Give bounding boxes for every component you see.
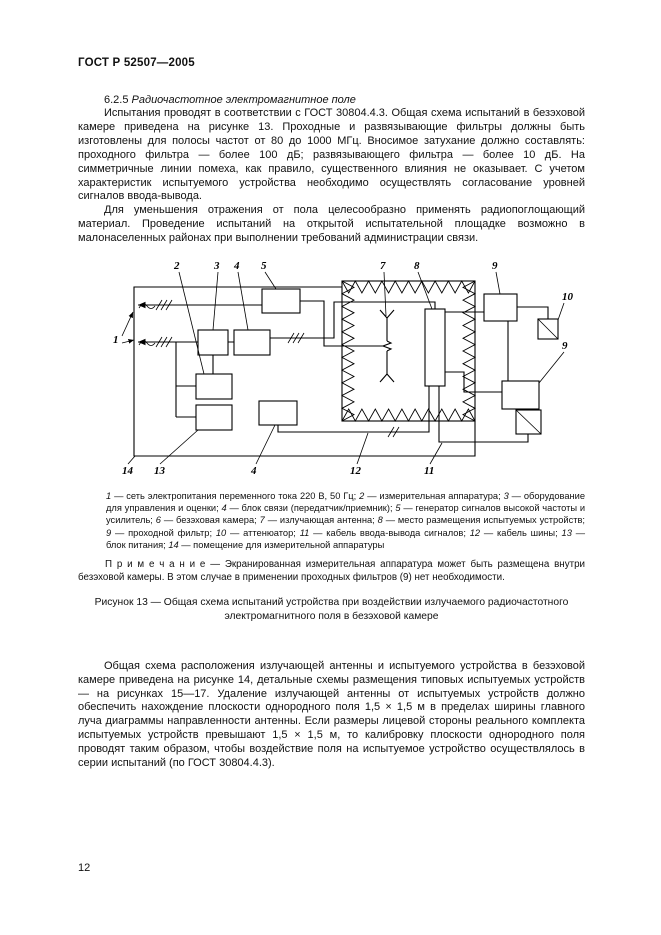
- legend-item: 4 — блок связи (передатчик/приемник);: [221, 503, 393, 514]
- callout-9-right: 9: [562, 339, 568, 352]
- legend-item: 12 — кабель шины;: [469, 527, 558, 538]
- callout-9-top: 9: [492, 259, 498, 272]
- measuring-room-outline: [134, 287, 475, 456]
- legend-item: 1 — сеть электропитания переменного тока 220 В, 50 Гц;: [106, 490, 357, 501]
- comms-unit-2-box: [259, 401, 297, 425]
- callout-13: 13: [154, 464, 165, 477]
- control-evaluation-box: [198, 330, 228, 355]
- figure-13: [78, 258, 585, 624]
- legend-item: 7 — излучающая антенна;: [259, 515, 375, 526]
- callout-5: 5: [261, 259, 267, 272]
- absorber-teeth-bottom: [342, 409, 475, 421]
- callout-3: 3: [214, 259, 220, 272]
- figure-note: [78, 559, 585, 585]
- paragraph-1: Испытания проводят в соответствии с ГОСТ 30804.4.3. Общая схема испытаний в безэховой камере приведена на рисунке 13. Проходные и развязывающие фильтры должны быть изготовлены для полосы частот от 80 до 1000 МГц. Вносимое затухание должно составлять: проходного фильтра — более 100 дБ; развязывающего фильтра — более 10 дБ. На симметричные линии помеха, как правило, существенного влияния не оказывает. С учетом характеристик испытуемого устройства необходимо осуществлять согласование уровней сигналов ввода-вывода.: [78, 107, 585, 203]
- standard-designation: ГОСТ Р 52507—2005: [78, 57, 195, 69]
- power-supply-box: [196, 405, 232, 430]
- page-number: 12: [78, 862, 91, 874]
- legend-item: 6 — безэховая камера;: [155, 515, 257, 526]
- figure-legend: [106, 490, 585, 551]
- feedthrough-filter-box-bottom: [502, 381, 539, 409]
- callout-14: 14: [122, 464, 133, 477]
- legend-item: 8 — место размещения испытуемых устройств;: [377, 515, 586, 526]
- figure-caption: Рисунок 13 — Общая схема испытаний устройства при воздействии излучаемого радиочастотного электромагнитного поля в безэховой камере: [94, 597, 569, 622]
- legend-item: 11 — кабель ввода-вывода сигналов;: [299, 527, 466, 538]
- legend-item: 10 — аттенюатор;: [215, 527, 296, 538]
- section-number: 6.2.5: [104, 94, 129, 106]
- section-title: Радиочастотное электромагнитное поле: [131, 94, 356, 106]
- callout-1: 1: [113, 333, 119, 346]
- legend-item: 9 — проходной фильтр;: [106, 527, 213, 538]
- legend-item: 14 — помещение для измерительной аппаратуры: [168, 539, 385, 550]
- callout-12: 12: [350, 464, 361, 477]
- figure-13-diagram: [112, 258, 592, 482]
- bus-cable: [278, 386, 429, 432]
- eut-location-box: [425, 309, 445, 386]
- absorber-teeth-top: [342, 281, 475, 293]
- note-label: П р и м е ч а н и е: [105, 559, 206, 571]
- legend-item: 3 — оборудование для управления и оценки;: [106, 490, 586, 514]
- legend-item: 5 — генератор сигналов высокой частоты и усилитель;: [106, 503, 586, 526]
- section-heading: [78, 93, 585, 107]
- measuring-apparatus-box: [196, 374, 232, 399]
- paragraph-2: Для уменьшения отражения от пола целесообразно применять радиопоглощающий материал. Проведение испытаний на открытой испытательной площадке возможно в малонаселенных районах при выполнении требований администрации связи.: [78, 204, 585, 245]
- callout-4: 4: [234, 259, 240, 272]
- paragraph-3: Общая схема расположения излучающей антенны и испытуемого устройства в безэховой камере приведена на рисунке 14, детальные схемы размещения типовых испытуемых устройств — на рисунках 15—17. Удаление излучающей антенны от испытуемых устройств должно обеспечить нахождение плоскости однородного поля 1,5 × 1,5 м в пределах ширины главного луча диаграммы направленности антенны. Если размеры лицевой стороны реального комплекта испытуемых устройств превышают 1,5 × 1,5 м, то калибровку плоскости однородного поля проводят таким образом, чтобы воздействие поля на испытуемое устройство осуществлялось в серии испытаний (по ГОСТ 30804.4.3).: [78, 659, 585, 769]
- callout-10-top: 10: [562, 290, 573, 303]
- note-text: — Экранированная измерительная аппаратура может быть размещена внутри безэховой камеры. В этом случае в применении проходных фильтров (9) нет необходимости.: [78, 559, 586, 584]
- generator-amplifier-box: [262, 289, 300, 313]
- callout-11: 11: [424, 464, 435, 477]
- legend-item: 2 — измерительная аппаратура;: [359, 490, 501, 501]
- absorber-teeth-right: [463, 281, 475, 421]
- callout-2: 2: [174, 259, 180, 272]
- callout-4-bottom: 4: [251, 464, 257, 477]
- callout-8: 8: [414, 259, 420, 272]
- feedthrough-filter-box-top: [484, 294, 517, 321]
- comms-unit-box: [234, 330, 270, 355]
- radiating-antenna: [380, 310, 394, 382]
- callout-7: 7: [380, 259, 386, 272]
- legend-item: 13 — блок питания;: [106, 527, 585, 550]
